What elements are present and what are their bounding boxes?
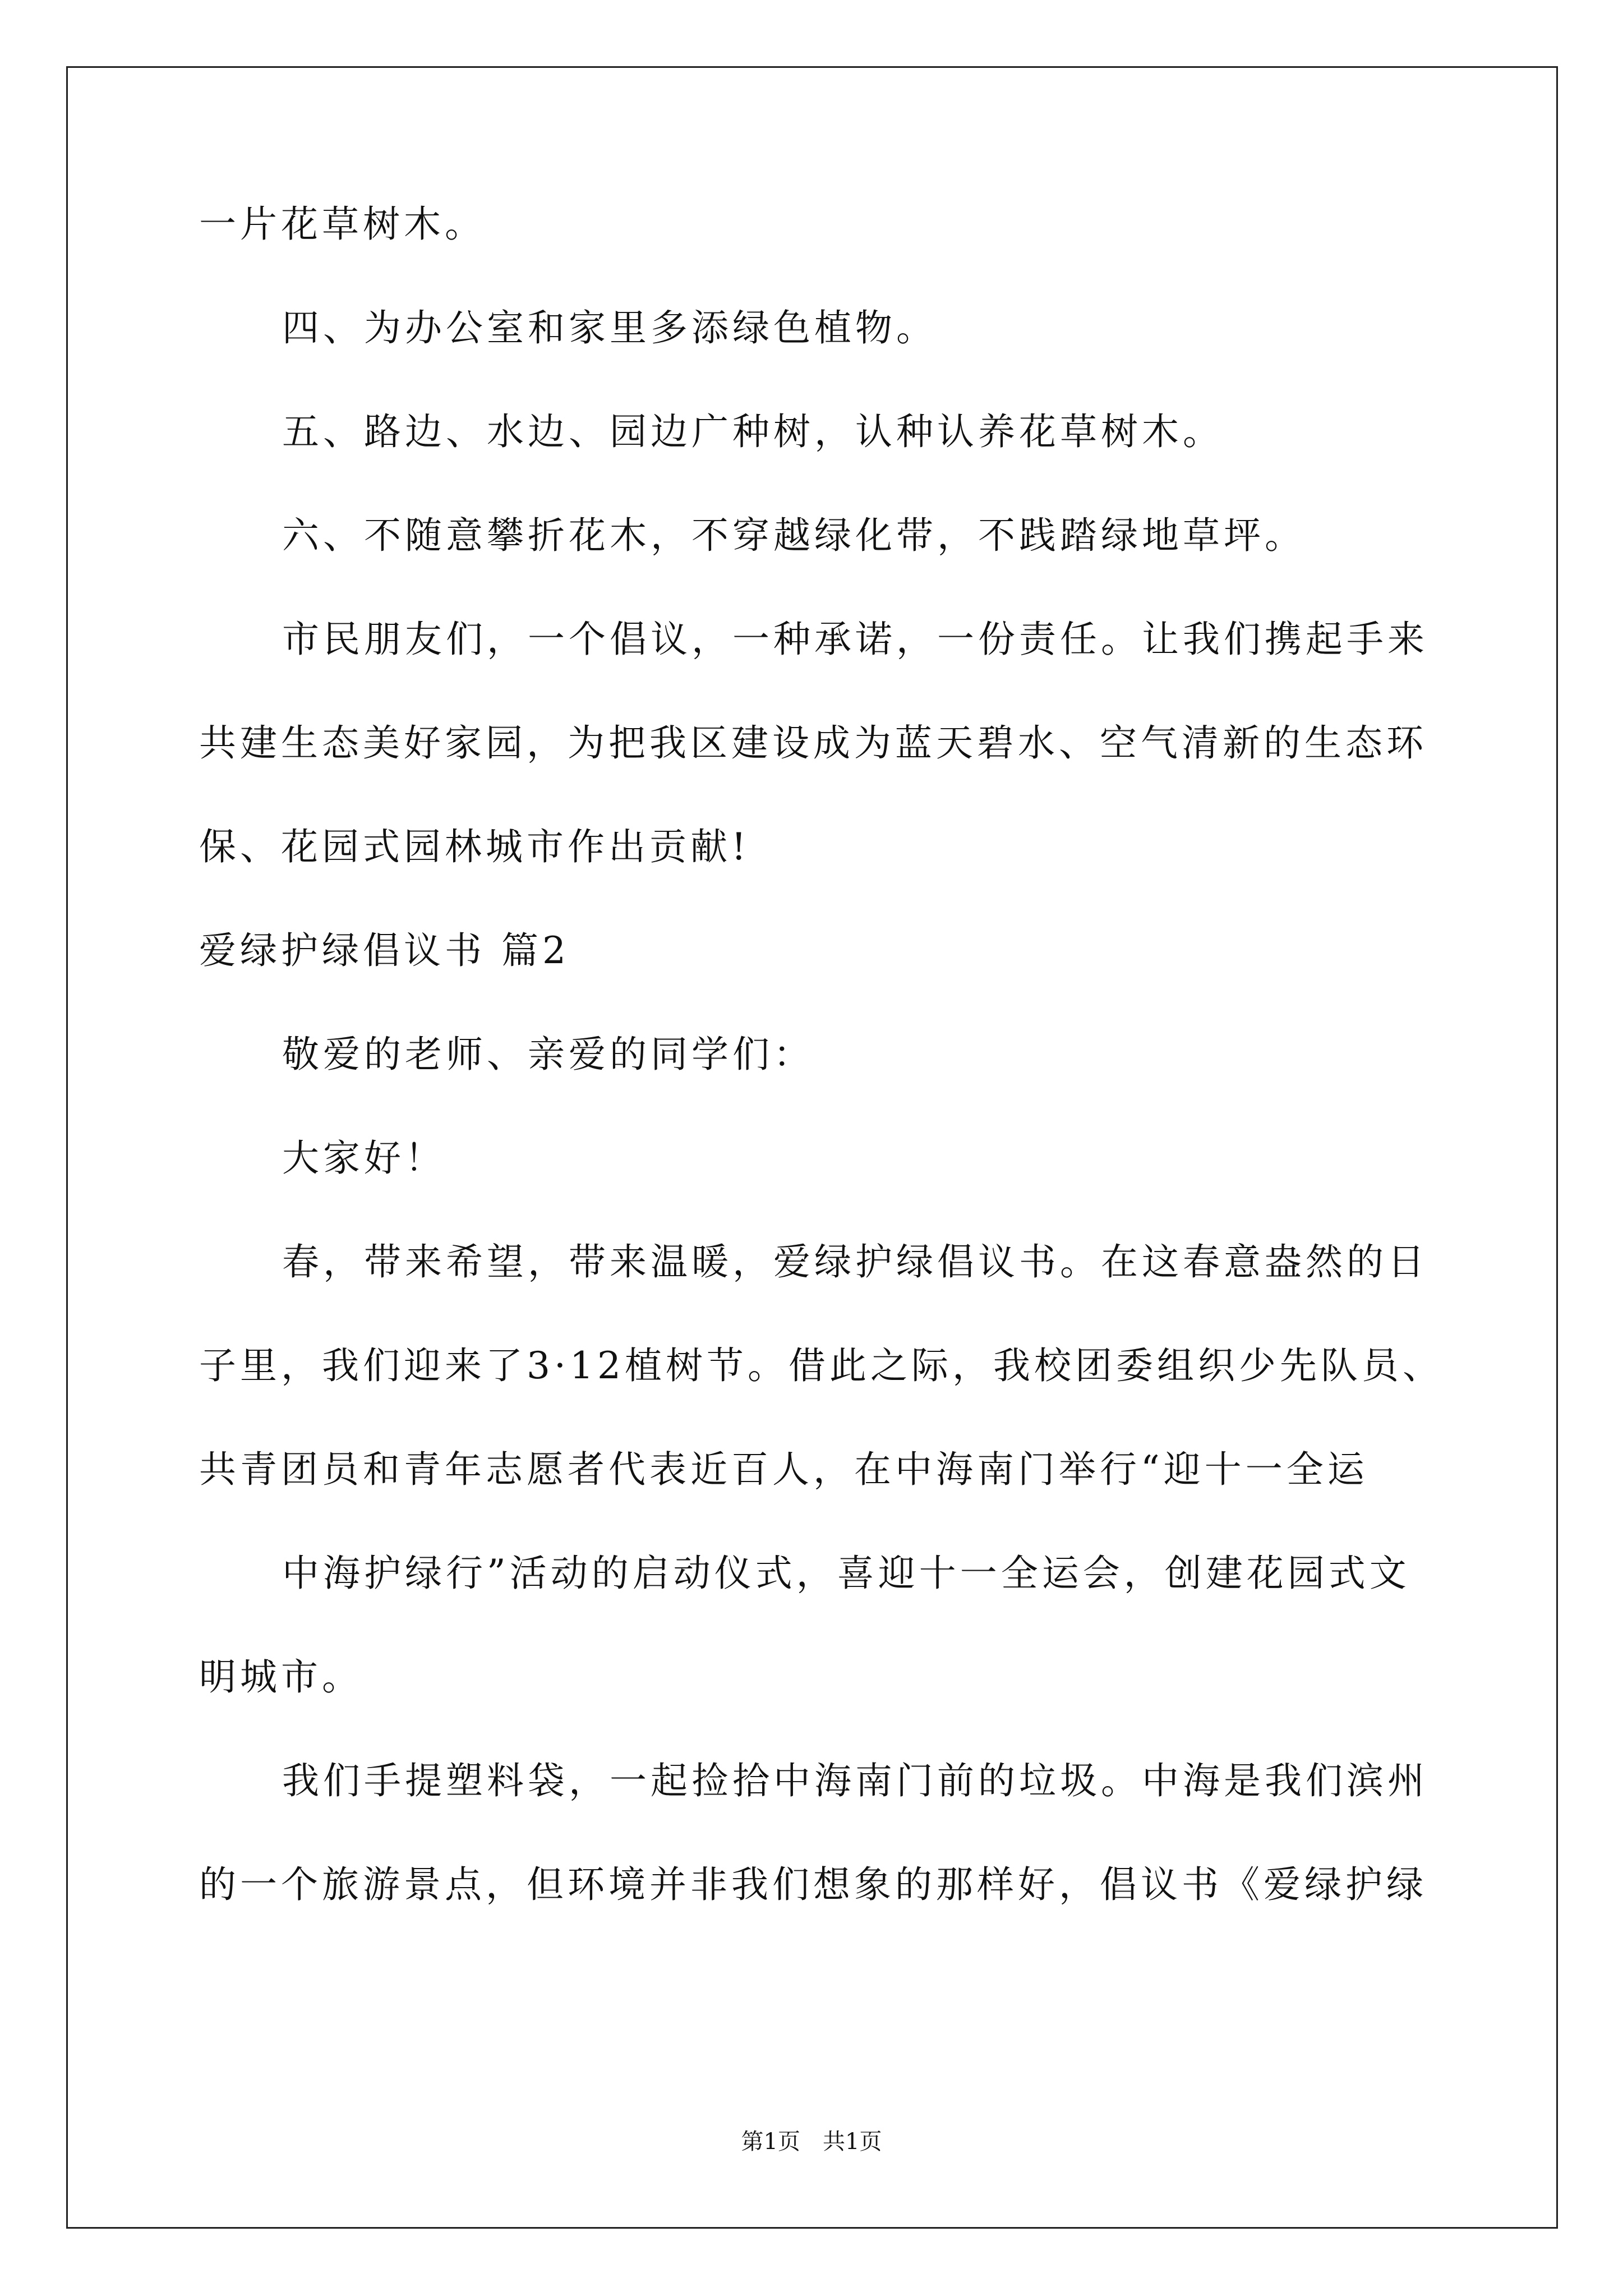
paragraph-line: 子里，我们迎来了3·12植树节。借此之际，我校团委组织少先队员、: [199, 1344, 1444, 1387]
paragraph-line: 敬爱的老师、亲爱的同学们：: [282, 1033, 814, 1076]
paragraph-line: 五、路边、水边、园边广种树，认种认养花草树木。: [282, 410, 1224, 453]
paragraph-line: 明城市。: [199, 1655, 363, 1699]
paragraph-line: 大家好！: [282, 1137, 446, 1180]
paragraph-line: 一片花草树木。: [199, 203, 486, 246]
paragraph-line: 市民朋友们，一个倡议，一种承诺，一份责任。让我们携起手来: [282, 618, 1428, 661]
page-footer: 第1页 共1页: [741, 2129, 882, 2155]
paragraph-line: 我们手提塑料袋，一起捡拾中海南门前的垃圾。中海是我们滨州: [282, 1759, 1428, 1802]
paragraph-line: 六、不随意攀折花木，不穿越绿化带，不践踏绿地草坪。: [282, 514, 1306, 557]
paragraph-line: 共建生态美好家园，为把我区建设成为蓝天碧水、空气清新的生态环: [199, 721, 1427, 765]
paragraph-line: 的一个旅游景点，但环境并非我们想象的那样好，倡议书《爱绿护绿: [199, 1863, 1427, 1906]
paragraph-line: 保、花园式园林城市作出贡献!: [199, 825, 750, 868]
paragraph-line: 四、为办公室和家里多添绿色植物。: [282, 306, 937, 349]
section-heading: 爱绿护绿倡议书 篇2: [199, 929, 570, 972]
paragraph-line: 春，带来希望，带来温暖，爱绿护绿倡议书。在这春意盎然的日: [282, 1240, 1428, 1283]
paragraph-line: 中海护绿行”活动的启动仪式，喜迎十一全运会，创建花园式文: [282, 1552, 1410, 1595]
paragraph-line: 共青团员和青年志愿者代表近百人，在中海南门举行“迎十一全运: [199, 1448, 1368, 1491]
